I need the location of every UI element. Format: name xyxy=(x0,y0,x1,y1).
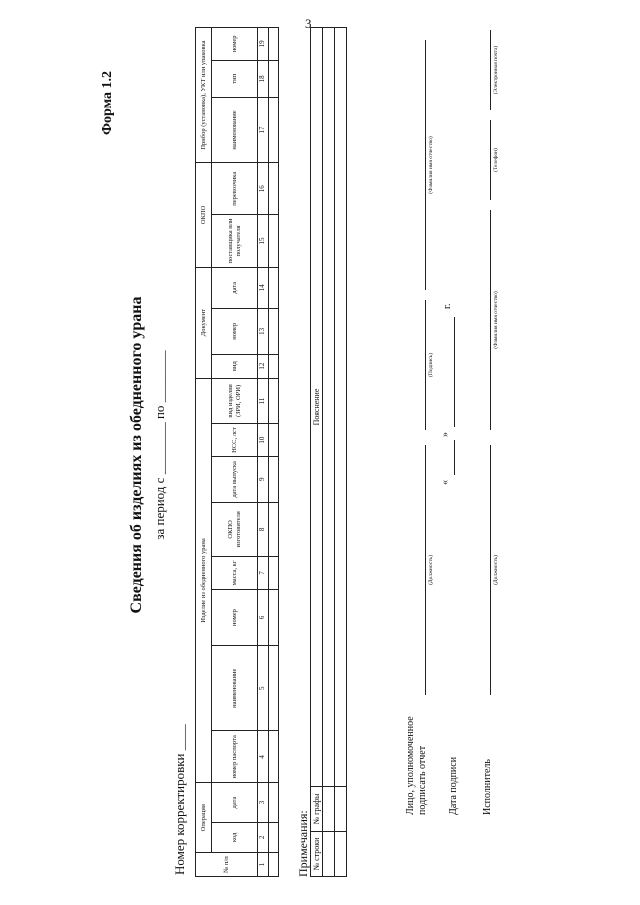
col-dev-type: тип xyxy=(212,60,258,97)
group-product: Изделие из обедненного урана xyxy=(196,378,212,783)
notes-table xyxy=(310,27,347,877)
col-doc-date: дата xyxy=(212,267,258,308)
blank-data-row xyxy=(269,28,279,877)
group-operation: Операция xyxy=(196,783,212,853)
col-release-date: дата выпуска xyxy=(212,456,258,502)
authorized-person-label: Лицо, уполномоченное подписать отчет xyxy=(405,716,428,815)
col-nss: НСС, лст xyxy=(212,424,258,457)
column-number: 12 xyxy=(258,354,269,378)
form-title: Сведения об изделиях из обедненного урана xyxy=(128,296,145,614)
group-okpo: ОКПО xyxy=(196,163,212,267)
col-carrier: перевозчика xyxy=(212,163,258,215)
column-number: 14 xyxy=(258,267,269,308)
column-number: 7 xyxy=(258,557,269,590)
executor-fio-line xyxy=(490,210,491,430)
caption-signature: (Подпись) xyxy=(428,353,434,377)
notes-title: Примечания: xyxy=(296,810,310,877)
column-number: 2 xyxy=(258,822,269,852)
group-device: Прибор (установка), УКТ или упаковка xyxy=(196,28,212,163)
caption-position: (Должность) xyxy=(428,555,434,585)
col-date: дата xyxy=(212,783,258,822)
column-number: 8 xyxy=(258,502,269,556)
notes-col-column: № графы xyxy=(311,787,323,832)
notes-col-row: № строки xyxy=(311,832,323,877)
position-line xyxy=(425,445,426,695)
col-mass: масса, кг xyxy=(212,557,258,590)
day-line xyxy=(454,440,455,475)
executor-position-line xyxy=(490,445,491,695)
date-close-quote: » xyxy=(440,432,451,437)
group-document: Документ xyxy=(196,267,212,378)
column-number: 19 xyxy=(258,28,269,61)
col-doc-number: номер xyxy=(212,308,258,354)
col-doc-kind: вид xyxy=(212,354,258,378)
date-open-quote: « xyxy=(440,480,451,485)
col-dev-number: номер xyxy=(212,28,258,61)
month-year-line xyxy=(454,317,455,427)
column-number: 1 xyxy=(258,853,269,877)
uranium-products-table xyxy=(195,27,279,877)
col-number: номер xyxy=(212,589,258,646)
col-supplier: поставщика или получателя xyxy=(212,215,258,267)
column-number: 15 xyxy=(258,215,269,267)
column-number: 10 xyxy=(258,424,269,457)
col-num-header: № п/п xyxy=(196,853,258,877)
column-number: 18 xyxy=(258,60,269,97)
column-number: 6 xyxy=(258,589,269,646)
column-number: 16 xyxy=(258,163,269,215)
caption-fio: (Фамилия имя отчество) xyxy=(428,136,434,194)
form-label: Форма 1.2 xyxy=(100,70,115,135)
column-number: 9 xyxy=(258,456,269,502)
caption-executor-fio: (Фамилия имя отчество) xyxy=(493,291,499,349)
correction-number: Номер корректировки ____ xyxy=(172,724,187,875)
phone-line xyxy=(490,120,491,200)
fio-line xyxy=(425,40,426,290)
col-dev-name: наименование xyxy=(212,97,258,162)
col-kind-product: вид изделия (ЗРИ, ОРИ) xyxy=(212,378,258,424)
column-number: 4 xyxy=(258,731,269,783)
col-passport: номер паспорта xyxy=(212,731,258,783)
caption-phone: (Телефон) xyxy=(493,148,499,172)
col-okpo-maker: ОКПО изготовителя xyxy=(212,502,258,556)
executor-label: Исполнитель xyxy=(482,759,493,815)
column-number: 11 xyxy=(258,378,269,424)
column-number: 17 xyxy=(258,97,269,162)
notes-col-explanation: Пояснение xyxy=(311,28,323,787)
col-code: код xyxy=(212,822,258,852)
year-suffix: г. xyxy=(442,303,453,309)
caption-email: (Электронная почта) xyxy=(493,45,499,95)
column-number: 13 xyxy=(258,308,269,354)
signature-line xyxy=(425,300,426,430)
page-number: 3 xyxy=(305,16,312,31)
column-number: 3 xyxy=(258,783,269,822)
column-numbers-row xyxy=(258,28,269,877)
sign-date-label: Дата подписи xyxy=(448,756,459,815)
caption-executor-position: (Должность) xyxy=(493,555,499,585)
column-number: 5 xyxy=(258,646,269,731)
col-name: наименование xyxy=(212,646,258,731)
report-period: за период с ________ по ________ xyxy=(152,350,167,540)
email-line xyxy=(490,30,491,110)
